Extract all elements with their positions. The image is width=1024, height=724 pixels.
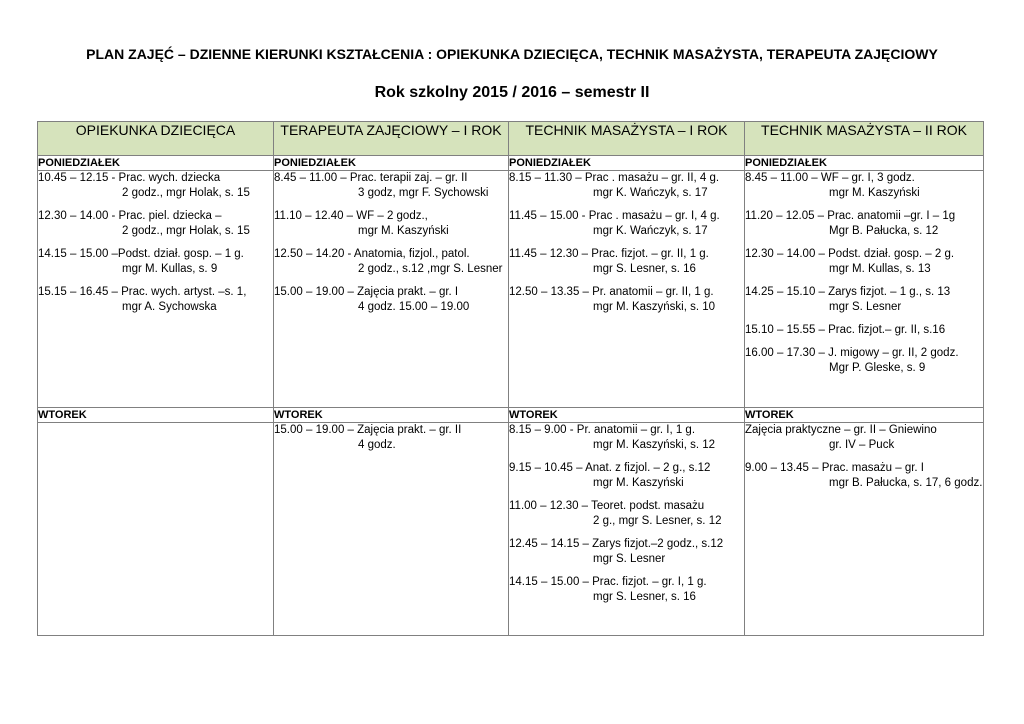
schedule-entry [38, 285, 273, 315]
page-title: PLAN ZAJĘĆ – DZIENNE KIERUNKI KSZTAŁCENIA : OPIEKUNKA DZIECIĘCA, TECHNIK MASAŻYSTA, TERAPEUTA ZAJĘCIOWY [86, 46, 938, 62]
entry-teacher-room: mgr M. Kaszyński [593, 477, 684, 489]
entry-teacher-room: mgr S. Lesner [593, 553, 666, 565]
entry-time-subject: 15.15 – 16.45 – Prac. wych. artyst. –s. 1, [38, 286, 247, 298]
schedule-cell [274, 171, 509, 408]
entry-time-subject: 11.45 – 15.00 - Prac . masażu – gr. I, 4 g. [509, 210, 720, 222]
entry-time-subject: 12.50 – 14.20 - Anatomia, fizjol., patol. [274, 248, 470, 260]
entry-teacher-room: mgr S. Lesner, s. 16 [593, 591, 696, 603]
entry-time-subject: 8.15 – 11.30 – Prac . masażu – gr. II, 4 g. [509, 172, 720, 184]
day-label-monday: PONIEDZIAŁEK [274, 156, 509, 171]
entry-teacher-room: 2 godz., s.12 ,mgr S. Lesner [358, 263, 503, 275]
schedule-entry [509, 285, 744, 315]
entry-time-subject: 11.20 – 12.05 – Prac. anatomii –gr. I – 1g [745, 210, 956, 222]
schedule-entry [509, 575, 744, 605]
entry-teacher-room: 2 g., mgr S. Lesner, s. 12 [593, 515, 722, 527]
entry-teacher-room: Mgr B. Pałucka, s. 12 [829, 225, 939, 237]
schedule-table [37, 121, 984, 636]
column-header-opiekunka: OPIEKUNKA DZIECIĘCA [38, 122, 274, 156]
entry-teacher-room: 2 godz., mgr Holak, s. 15 [122, 187, 250, 199]
monday-label-row [38, 156, 984, 171]
tuesday-label-row [38, 408, 984, 423]
entry-time-subject: 16.00 – 17.30 – J. migowy – gr. II, 2 godz. [745, 347, 959, 359]
schedule-entry [38, 171, 273, 201]
schedule-entry [745, 323, 983, 338]
entry-time-subject: 14.15 – 15.00 –Podst. dział. gosp. – 1 g. [38, 248, 244, 260]
entry-time-subject: 9.00 – 13.45 – Prac. masażu – gr. I [745, 462, 924, 474]
entry-teacher-room: mgr M. Kaszyński [358, 225, 449, 237]
entry-teacher-room: mgr M. Kullas, s. 13 [829, 263, 931, 275]
schedule-entry [274, 247, 508, 277]
entry-teacher-room: gr. IV – Puck [829, 439, 895, 451]
tuesday-schedule-row [38, 423, 984, 636]
entry-time-subject: 12.30 – 14.00 – Podst. dział. gosp. – 2 g. [745, 248, 955, 260]
schedule-entry [745, 285, 983, 315]
entry-time-subject: 14.15 – 15.00 – Prac. fizjot. – gr. I, 1 g. [509, 576, 707, 588]
schedule-entry [745, 461, 983, 491]
entry-time-subject: 12.45 – 14.15 – Zarys fizjot.–2 godz., s.12 [509, 538, 724, 550]
schedule-cell [509, 423, 745, 636]
column-header-terapeuta: TERAPEUTA ZAJĘCIOWY – I ROK [274, 122, 509, 156]
entry-time-subject: 15.10 – 15.55 – Prac. fizjot.– gr. II, s.16 [745, 324, 946, 336]
header-row [38, 122, 984, 156]
schedule-cell [38, 423, 274, 636]
entry-time-subject: Zajęcia praktyczne – gr. II – Gniewino [745, 424, 937, 436]
entry-teacher-room: mgr M. Kullas, s. 9 [122, 263, 218, 275]
entry-teacher-room: mgr A. Sychowska [122, 301, 217, 313]
entry-time-subject: 15.00 – 19.00 – Zajęcia prakt. – gr. II [274, 424, 462, 436]
monday-schedule-row [38, 171, 984, 408]
day-label-monday: PONIEDZIAŁEK [38, 156, 274, 171]
schedule-entry [509, 209, 744, 239]
day-label-tuesday: WTOREK [745, 408, 984, 423]
day-label-tuesday: WTOREK [509, 408, 745, 423]
entry-teacher-room: mgr M. Kaszyński [829, 187, 920, 199]
entry-teacher-room: mgr M. Kaszyński, s. 10 [593, 301, 716, 313]
entry-time-subject: 15.00 – 19.00 – Zajęcia prakt. – gr. I [274, 286, 459, 298]
schedule-entry [38, 209, 273, 239]
entry-time-subject: 10.45 – 12.15 - Prac. wych. dziecka [38, 172, 221, 184]
day-label-monday: PONIEDZIAŁEK [509, 156, 745, 171]
entry-teacher-room: mgr M. Kaszyński, s. 12 [593, 439, 716, 451]
entry-time-subject: 12.50 – 13.35 – Pr. anatomii – gr. II, 1 g. [509, 286, 714, 298]
entry-time-subject: 9.15 – 10.45 – Anat. z fizjol. – 2 g., s.12 [509, 462, 711, 474]
schedule-cell [745, 171, 984, 408]
entry-teacher-room: Mgr P. Gleske, s. 9 [829, 362, 926, 374]
entry-time-subject: 8.45 – 11.00 – WF – gr. I, 3 godz. [745, 172, 915, 184]
schedule-entry [509, 537, 744, 567]
schedule-entry [745, 346, 983, 376]
schedule-cell [745, 423, 984, 636]
schedule-entry [38, 247, 273, 277]
day-label-tuesday: WTOREK [38, 408, 274, 423]
schedule-cell [38, 171, 274, 408]
entry-time-subject: 8.15 – 9.00 - Pr. anatomii – gr. I, 1 g. [509, 424, 696, 436]
schedule-entry [274, 209, 508, 239]
entry-teacher-room: mgr S. Lesner [829, 301, 902, 313]
entry-time-subject: 11.10 – 12.40 – WF – 2 godz., [274, 210, 428, 222]
schedule-entry [745, 209, 983, 239]
entry-time-subject: 12.30 – 14.00 - Prac. piel. dziecka – [38, 210, 222, 222]
column-header-masazysta-1: TECHNIK MASAŻYSTA – I ROK [509, 122, 745, 156]
schedule-entry [509, 499, 744, 529]
page-subtitle: Rok szkolny 2015 / 2016 – semestr II [374, 84, 650, 101]
schedule-entry [509, 171, 744, 201]
day-label-tuesday: WTOREK [274, 408, 509, 423]
schedule-entry [509, 247, 744, 277]
entry-teacher-room: mgr K. Wańczyk, s. 17 [593, 225, 708, 237]
entry-teacher-room: 4 godz. [358, 439, 396, 451]
entry-time-subject: 8.45 – 11.00 – Prac. terapii zaj. – gr. II [274, 172, 468, 184]
column-header-masazysta-2: TECHNIK MASAŻYSTA – II ROK [745, 122, 984, 156]
schedule-entry [274, 423, 508, 453]
schedule-entry [274, 285, 508, 315]
schedule-cell [274, 423, 509, 636]
day-label-monday: PONIEDZIAŁEK [745, 156, 984, 171]
entry-time-subject: 11.45 – 12.30 – Prac. fizjot. – gr. II, 1 g. [509, 248, 709, 260]
schedule-entry [509, 461, 744, 491]
entry-teacher-room: 3 godz, mgr F. Sychowski [358, 187, 489, 199]
entry-teacher-room: mgr B. Pałucka, s. 17, 6 godz. [829, 477, 983, 489]
entry-teacher-room: 4 godz. 15.00 – 19.00 [358, 301, 470, 313]
schedule-entry [509, 423, 744, 453]
entry-teacher-room: 2 godz., mgr Holak, s. 15 [122, 225, 250, 237]
entry-teacher-room: mgr S. Lesner, s. 16 [593, 263, 696, 275]
entry-teacher-room: mgr K. Wańczyk, s. 17 [593, 187, 708, 199]
schedule-entry [745, 171, 983, 201]
schedule-entry [274, 171, 508, 201]
schedule-entry [745, 423, 983, 453]
entry-time-subject: 11.00 – 12.30 – Teoret. podst. masażu [509, 500, 705, 512]
schedule-entry [745, 247, 983, 277]
entry-time-subject: 14.25 – 15.10 – Zarys fizjot. – 1 g., s. 13 [745, 286, 951, 298]
schedule-cell [509, 171, 745, 408]
